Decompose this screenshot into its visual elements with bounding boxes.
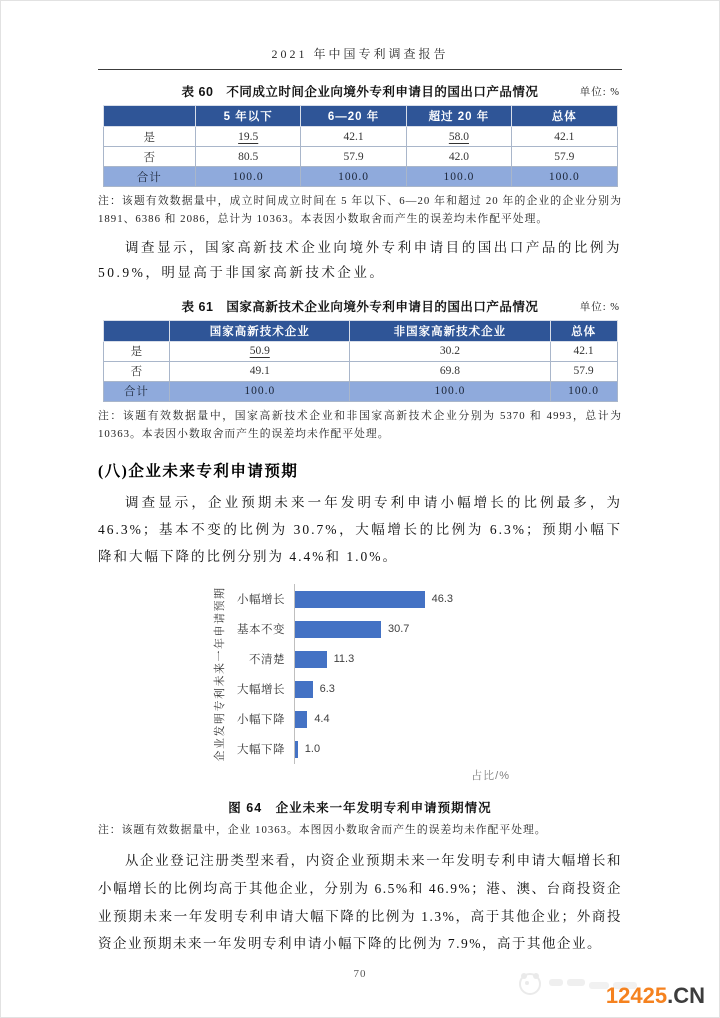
table-header-row [103, 106, 617, 127]
bar [295, 711, 307, 728]
table-header-cell: 6—20 年 [301, 106, 406, 127]
y-axis-title-column [210, 584, 228, 764]
category-label: 小幅下降 [237, 714, 285, 727]
table-cell: 42.1 [301, 127, 406, 147]
table-header-cell: 非国家高新技术企业 [350, 320, 550, 341]
y-axis-title: 企业发明专利未来一年申请预期 [214, 586, 226, 762]
table-cell: 100.0 [406, 167, 511, 187]
report-title: 2021 年中国专利调查报告 [271, 47, 449, 61]
bar [295, 651, 327, 668]
category-label: 不清楚 [249, 654, 285, 667]
watermark-number: 12425 [605, 983, 668, 1008]
table-cell: 100.0 [170, 381, 350, 401]
chart-rows [228, 584, 453, 764]
table-row [103, 147, 617, 167]
table-header-cell [103, 320, 170, 341]
value-label: 11.3 [333, 653, 355, 666]
chart-row [228, 704, 453, 734]
table-row [103, 127, 617, 147]
table60-note: 注：该题有效数据量中，成立时间成立时间在 5 年以下、6—20 年和超过 20 年的企业的企业分别为 1891、6386 和 2086，总计为 10363。本表因小数取舍而产生的误差均未作配平处理。 [98, 195, 622, 226]
table-row [103, 341, 617, 361]
table-cell: 100.0 [512, 167, 617, 187]
table-cell: 80.5 [196, 147, 301, 167]
value-label: 6.3 [319, 683, 335, 696]
plot-area [294, 644, 354, 674]
table-cell: 42.1 [512, 127, 617, 147]
table-header-cell: 5 年以下 [196, 106, 301, 127]
plot-area [294, 614, 409, 644]
table-cell: 42.0 [406, 147, 511, 167]
table60-caption-row [98, 82, 622, 100]
table-cell: 100.0 [196, 167, 301, 187]
table-cell: 58.0 [406, 127, 511, 147]
table-header-cell: 超过 20 年 [406, 106, 511, 127]
table-row [103, 167, 617, 187]
chart-row [228, 674, 453, 704]
table-cell: 100.0 [301, 167, 406, 187]
table-cell: 50.9 [170, 341, 350, 361]
table-header-row [103, 320, 617, 341]
chart-row [228, 614, 453, 644]
value-label: 4.4 [314, 713, 330, 726]
paragraph-expectation: 调查显示，企业预期未来一年发明专利申请小幅增长的比例最多，为 46.3%；基本不变的比例为 30.7%，大幅增长的比例为 6.3%；预期小幅下降和大幅下降的比例分别为 4.4%和 1.0%。 [98, 495, 622, 565]
figure64-note: 注：该题有效数据量中，企业 10363。本图因小数取舍而产生的误差均未作配平处理。 [98, 824, 547, 837]
page-number: 70 [353, 967, 367, 980]
table-cell: 57.9 [512, 147, 617, 167]
watermark [606, 985, 705, 1007]
value-label: 46.3 [431, 593, 454, 606]
watermark-text [606, 985, 705, 1007]
table-row [103, 361, 617, 381]
table-header-cell: 国家高新技术企业 [170, 320, 350, 341]
table-cell: 30.2 [350, 341, 550, 361]
table-cell: 100.0 [550, 381, 617, 401]
table-cell: 57.9 [301, 147, 406, 167]
table-cell: 57.9 [550, 361, 617, 381]
category-label: 基本不变 [237, 624, 285, 637]
table61-caption: 表 61 国家高新技术企业向境外专利申请目的国出口产品情况 [181, 299, 539, 314]
category-label: 大幅增长 [237, 684, 285, 697]
bar [295, 591, 425, 608]
table-row-label: 是 [103, 341, 170, 361]
paragraph-hightech-export: 调查显示，国家高新技术企业向境外专利申请目的国出口产品的比例为 50.9%，明显高于非国家高新技术企业。 [98, 240, 622, 280]
table-cell: 19.5 [196, 127, 301, 147]
table-row-label: 否 [103, 361, 170, 381]
bar [295, 621, 381, 638]
table-row [103, 381, 617, 401]
table60-unit-label: 单位: % [579, 87, 620, 98]
section-heading: (八)企业未来专利申请预期 [98, 463, 299, 481]
watermark-domain: .CN [667, 983, 705, 1008]
category-label: 大幅下降 [237, 744, 285, 757]
table-cell: 100.0 [350, 381, 550, 401]
running-header [98, 45, 622, 70]
table61-unit-label: 单位: % [579, 301, 620, 313]
value-label: 30.7 [387, 623, 410, 636]
table-row-label: 是 [103, 127, 196, 147]
table-header-cell [103, 106, 196, 127]
x-axis-label: 占比/% [471, 770, 510, 783]
plot-area [294, 704, 330, 734]
table61-note: 注：该题有效数据量中，国家高新技术企业和非国家高新技术企业分别为 5370 和 4993，总计为 10363。本表因小数取舍而产生的误差均未作配平处理。 [98, 409, 622, 440]
figure64-caption: 图 64 企业未来一年发明专利申请预期情况 [228, 801, 492, 816]
chart-row [228, 584, 453, 614]
paragraph-registration-type: 从企业登记注册类型来看，内资企业预期未来一年发明专利申请大幅增长和小幅增长的比例均高于其他企业，分别为 6.5%和 46.9%；港、澳、台商投资企业预期未来一年发明专利申请大幅下降的比例为 1.3%，高于其他企业；外商投资企业预期未来一年发明专利申请小幅下降的比例为 7.9%，高于其他企业。 [98, 853, 622, 952]
table60 [103, 105, 618, 187]
bar [295, 681, 313, 698]
value-label: 1.0 [304, 743, 321, 756]
table60-caption: 表 60 不同成立时间企业向境外专利申请目的国出口产品情况 [181, 85, 539, 99]
table61 [103, 320, 618, 402]
chart-row [228, 734, 453, 764]
plot-area [294, 584, 453, 614]
table-row-label: 合计 [103, 381, 170, 401]
bar [295, 741, 298, 758]
chart-row [228, 644, 453, 674]
table61-caption-row [98, 297, 622, 315]
table-cell: 69.8 [350, 361, 550, 381]
table-cell: 42.1 [550, 341, 617, 361]
table-header-cell: 总体 [512, 106, 617, 127]
category-label: 小幅增长 [237, 594, 285, 607]
table-cell: 49.1 [170, 361, 350, 381]
plot-area [294, 674, 335, 704]
figure64-bar-chart [210, 584, 622, 783]
table-row-label: 否 [103, 147, 196, 167]
table-header-cell: 总体 [550, 320, 617, 341]
plot-area [294, 734, 320, 764]
table-row-label: 合计 [103, 167, 196, 187]
